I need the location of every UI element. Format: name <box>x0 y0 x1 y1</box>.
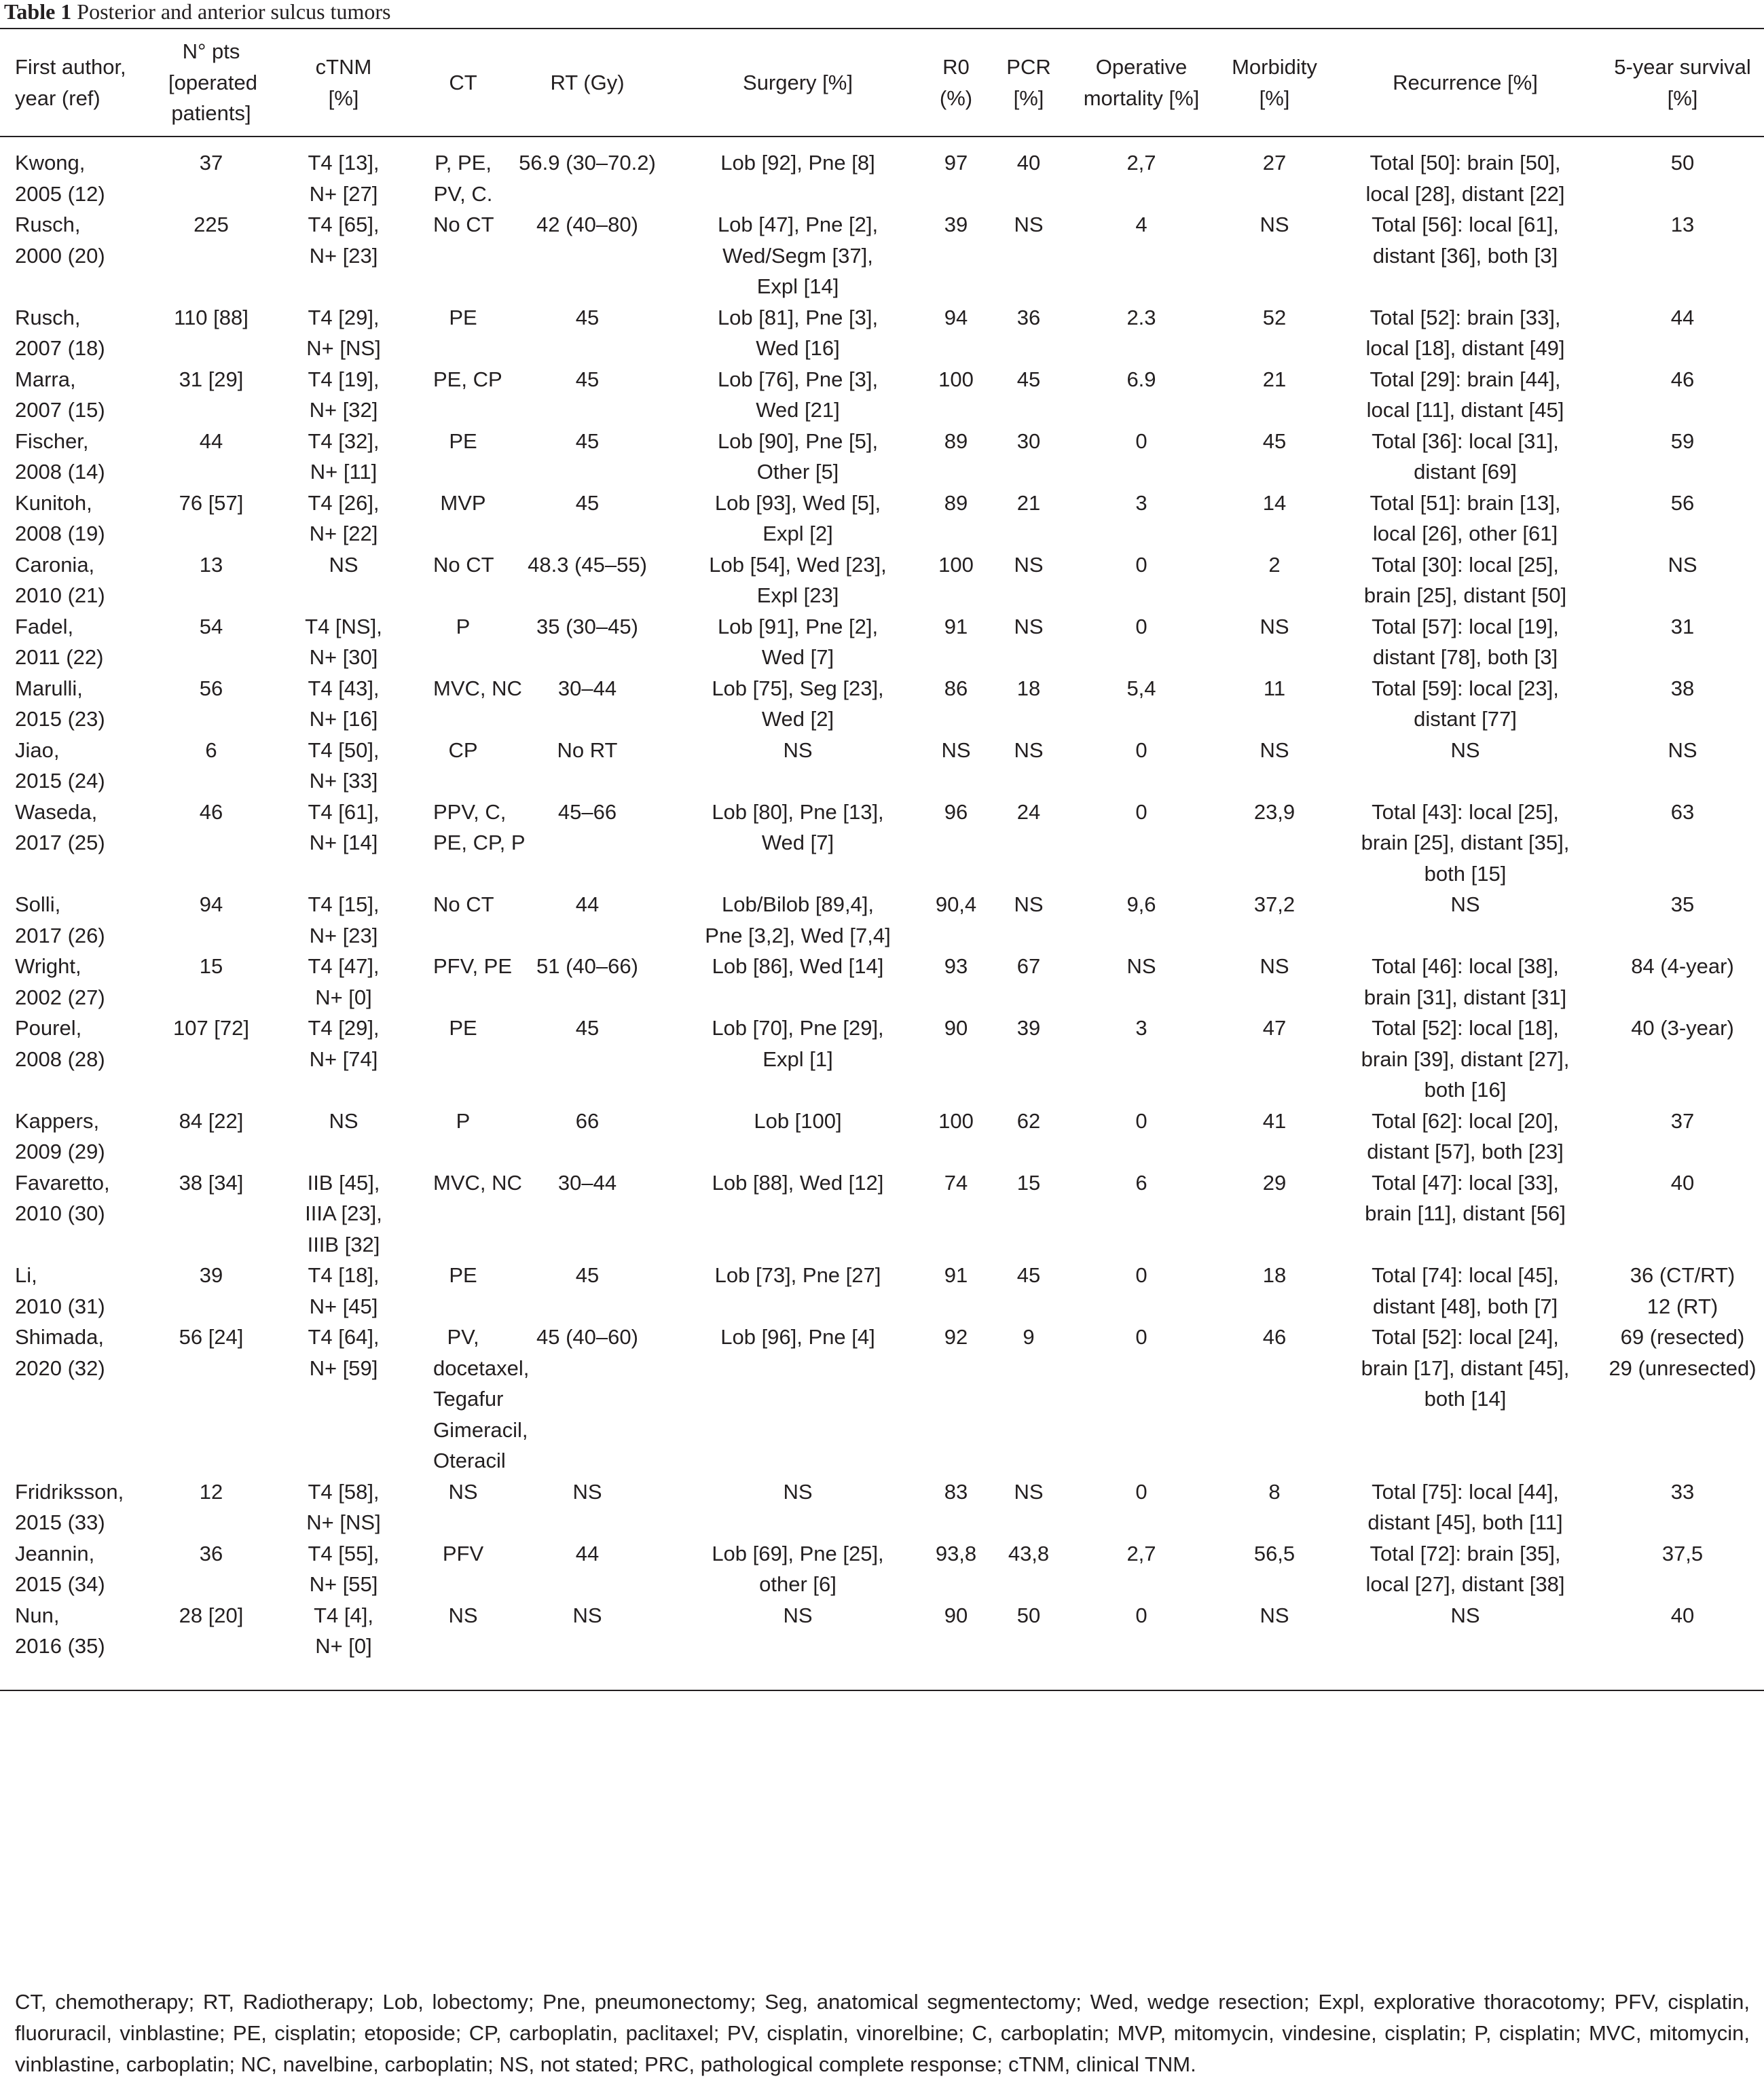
cell-surgery: NS <box>783 1479 813 1504</box>
cell-patients: 76 [57] <box>179 490 244 515</box>
cell-morbidity: 52 <box>1262 305 1287 329</box>
cell-first-author: Jiao, 2015 (24) <box>15 738 105 793</box>
cell-rt: NS <box>497 1600 678 1690</box>
cell-ct: PFV <box>442 1541 484 1565</box>
cell-first-author: Kunitoh, 2008 (19) <box>15 490 105 545</box>
cell-ct: PV, docetaxel, Tegafur Gimeracil, Oteracil <box>433 1325 530 1472</box>
cell-ct: PE <box>449 305 477 329</box>
table-row <box>0 797 1764 890</box>
cell-ct: PE <box>449 1016 477 1040</box>
cell-first-author: Caronia, 2010 (21) <box>15 552 105 607</box>
cell-surgery: Lob [96], Pne [4] <box>720 1325 875 1349</box>
cell-r0: 89 <box>944 429 968 453</box>
cell-operative-mortality: 0 <box>1135 1325 1147 1349</box>
cell-patients: 36 <box>199 1541 223 1565</box>
cell-ctnm: T4 [29], N+ [74] <box>308 1016 380 1071</box>
cell-five-year-survival: 59 <box>1670 429 1695 453</box>
cell-five-year-survival: 31 <box>1670 614 1695 638</box>
cell-five-year-survival: 50 <box>1670 151 1695 175</box>
cell-morbidity: 2 <box>1268 552 1281 577</box>
sulcus-tumors-table <box>0 28 1764 1691</box>
cell-pcr: NS <box>1014 614 1044 638</box>
cell-patients: 15 <box>199 954 223 978</box>
cell-r0: 86 <box>944 676 968 700</box>
cell-r0: 97 <box>944 151 968 175</box>
table-row <box>0 549 1764 611</box>
cell-patients: 31 [29] <box>179 367 244 391</box>
cell-five-year-survival: 44 <box>1670 305 1695 329</box>
cell-ct: P <box>456 614 471 638</box>
cell-morbidity: 18 <box>1262 1263 1287 1287</box>
cell-rt: 30–44 <box>557 1170 617 1195</box>
cell-r0: 39 <box>944 213 968 236</box>
column-header-patients: N° pts [operated patients] <box>164 29 258 137</box>
cell-recurrence: Total [30]: local [25], brain [25], distant [50] <box>1363 552 1567 607</box>
cell-pcr: 43,8 <box>1008 1541 1050 1565</box>
cell-surgery: Lob [76], Pne [3], Wed [21] <box>717 367 879 422</box>
cell-recurrence: Total [75]: local [44], distant [45], both [11] <box>1367 1479 1563 1534</box>
cell-surgery: Lob/Bilob [89,4], Pne [3,2], Wed [7,4] <box>705 892 891 947</box>
cell-operative-mortality: NS <box>1126 954 1156 978</box>
cell-operative-mortality: 2,7 <box>1126 1541 1156 1565</box>
cell-rt: 44 <box>575 892 600 916</box>
table-row <box>0 137 1764 209</box>
cell-operative-mortality: 2.3 <box>1126 305 1156 329</box>
cell-operative-mortality: 4 <box>1135 213 1147 236</box>
cell-ctnm: T4 [15], N+ [23] <box>308 892 380 947</box>
cell-ct: No CT <box>433 213 494 236</box>
cell-five-year-survival: 63 <box>1670 799 1695 824</box>
cell-patients: 54 <box>199 614 223 638</box>
cell-ct: P, PE, PV, C. <box>433 151 493 206</box>
cell-recurrence: Total [51]: brain [13], local [26], other [61] <box>1370 490 1561 545</box>
cell-operative-mortality: 2,7 <box>1126 151 1156 175</box>
cell-surgery: Lob [81], Pne [3], Wed [16] <box>717 305 879 360</box>
cell-first-author: Wright, 2002 (27) <box>15 954 105 1009</box>
cell-first-author: Li, 2010 (31) <box>15 1263 105 1318</box>
cell-patients: 13 <box>199 552 223 577</box>
table-row <box>0 1106 1764 1167</box>
cell-five-year-survival: 40 <box>1601 1600 1764 1690</box>
cell-morbidity: 14 <box>1262 490 1287 515</box>
cell-five-year-survival: 36 (CT/RT) 12 (RT) <box>1630 1263 1735 1318</box>
cell-operative-mortality: 9,6 <box>1126 892 1156 916</box>
cell-patients: 110 [88] <box>174 305 249 329</box>
cell-operative-mortality: 0 <box>1135 614 1147 638</box>
cell-morbidity: NS <box>1260 738 1289 762</box>
cell-surgery: Lob [54], Wed [23], Expl [23] <box>709 552 887 607</box>
cell-surgery: Lob [91], Pne [2], Wed [7] <box>717 614 879 669</box>
cell-operative-mortality: 0 <box>1063 1600 1219 1690</box>
cell-ctnm: T4 [18], N+ [45] <box>308 1263 380 1318</box>
cell-morbidity: 23,9 <box>1253 799 1296 824</box>
cell-five-year-survival: 56 <box>1670 490 1695 515</box>
cell-r0: 100 <box>938 367 974 391</box>
cell-morbidity: NS <box>1260 954 1289 978</box>
cell-surgery: Lob [80], Pne [13], Wed [7] <box>712 799 884 854</box>
cell-surgery: Lob [90], Pne [5], Other [5] <box>717 429 879 484</box>
cell-morbidity: 37,2 <box>1253 892 1296 916</box>
cell-five-year-survival: 69 (resected) 29 (unresected) <box>1609 1325 1757 1380</box>
cell-operative-mortality: 3 <box>1135 1016 1147 1040</box>
cell-pcr: 30 <box>1016 429 1041 453</box>
cell-operative-mortality: 0 <box>1135 1479 1147 1504</box>
column-header-surgery: Surgery [%] <box>678 29 918 137</box>
cell-recurrence: Total [52]: local [18], brain [39], distant [27], both [16] <box>1361 1016 1570 1102</box>
cell-patients: 56 <box>199 676 223 700</box>
cell-r0: 90 <box>918 1600 994 1690</box>
cell-surgery: Lob [86], Wed [14] <box>712 954 884 978</box>
cell-r0: 91 <box>944 614 968 638</box>
cell-pcr: 18 <box>1016 676 1041 700</box>
column-header-ctnm: cTNM [%] <box>258 29 429 137</box>
cell-ct: PE <box>449 429 477 453</box>
cell-operative-mortality: 0 <box>1135 738 1147 762</box>
table-row <box>0 1260 1764 1322</box>
cell-five-year-survival: NS <box>1668 552 1697 577</box>
cell-surgery: Lob [92], Pne [8] <box>720 151 875 175</box>
cell-rt: No RT <box>557 738 618 762</box>
cell-recurrence: Total [36]: local [31], distant [69] <box>1372 429 1559 484</box>
cell-r0: 83 <box>944 1479 968 1504</box>
cell-ctnm: T4 [13], N+ [27] <box>308 151 380 206</box>
cell-first-author: Solli, 2017 (26) <box>15 892 105 947</box>
cell-ctnm: T4 [43], N+ [16] <box>308 676 380 731</box>
cell-recurrence: NS <box>1450 892 1480 916</box>
cell-rt: 66 <box>575 1108 600 1133</box>
cell-first-author: Fadel, 2011 (22) <box>15 614 104 669</box>
cell-ct: P <box>456 1108 471 1133</box>
table-row <box>0 1167 1764 1261</box>
table-row <box>0 488 1764 549</box>
cell-pcr: NS <box>1014 213 1044 236</box>
cell-first-author: Pourel, 2008 (28) <box>15 1016 105 1071</box>
cell-pcr: 67 <box>1016 954 1041 978</box>
cell-r0: 94 <box>944 305 968 329</box>
cell-five-year-survival: 37 <box>1670 1108 1695 1133</box>
cell-ctnm: T4 [61], N+ [14] <box>308 799 380 854</box>
cell-pcr: NS <box>1014 552 1044 577</box>
cell-r0: 100 <box>938 552 974 577</box>
cell-recurrence: NS <box>1450 738 1480 762</box>
cell-pcr: 9 <box>1023 1325 1035 1349</box>
cell-first-author: Kwong, 2005 (12) <box>15 151 105 206</box>
cell-patients: 37 <box>199 151 223 175</box>
cell-rt: 42 (40–80) <box>536 213 638 236</box>
cell-pcr: NS <box>1014 892 1044 916</box>
cell-r0: 96 <box>944 799 968 824</box>
column-header-morbidity: Morbidity [%] <box>1219 29 1329 137</box>
cell-rt: 45 (40–60) <box>536 1325 638 1349</box>
cell-rt: 51 (40–66) <box>536 954 638 978</box>
cell-pcr: NS <box>1014 738 1044 762</box>
cell-ct: CP <box>448 738 478 762</box>
cell-ctnm: T4 [58], N+ [NS] <box>306 1479 381 1534</box>
cell-surgery: NS <box>783 738 813 762</box>
cell-ct: PPV, C, PE, CP, P <box>433 799 526 854</box>
cell-ctnm: T4 [26], N+ [22] <box>308 490 380 545</box>
cell-operative-mortality: 6 <box>1135 1170 1147 1195</box>
cell-surgery: Lob [70], Pne [29], Expl [1] <box>712 1016 884 1071</box>
cell-ct: NS <box>429 1600 497 1690</box>
cell-ct: NS <box>448 1479 478 1504</box>
cell-rt: 30–44 <box>557 676 617 700</box>
cell-ctnm: NS <box>329 552 359 577</box>
cell-recurrence: Total [72]: brain [35], local [27], distant [38] <box>1365 1541 1565 1596</box>
cell-ct: PE, CP <box>433 367 502 391</box>
cell-five-year-survival: 40 <box>1670 1170 1695 1195</box>
cell-five-year-survival: 38 <box>1670 676 1695 700</box>
cell-operative-mortality: 0 <box>1135 1108 1147 1133</box>
cell-morbidity: 46 <box>1262 1325 1287 1349</box>
cell-morbidity: 8 <box>1268 1479 1281 1504</box>
cell-ctnm: T4 [4], N+ [0] <box>258 1600 429 1690</box>
cell-pcr: 24 <box>1016 799 1041 824</box>
cell-patients: 44 <box>199 429 223 453</box>
cell-surgery: Lob [69], Pne [25], other [6] <box>712 1541 884 1596</box>
cell-ctnm: NS <box>329 1108 359 1133</box>
cell-pcr: 36 <box>1016 305 1041 329</box>
cell-pcr: 62 <box>1016 1108 1041 1133</box>
cell-first-author: Kappers, 2009 (29) <box>15 1108 105 1163</box>
column-header-five-year-survival: 5-year survival [%] <box>1601 29 1764 137</box>
cell-five-year-survival: 84 (4-year) <box>1631 954 1734 978</box>
cell-patients: 12 <box>199 1479 223 1504</box>
column-header-first-author: First author, year (ref) <box>0 29 164 137</box>
cell-recurrence: NS <box>1329 1600 1601 1690</box>
cell-first-author: Favaretto, 2010 (30) <box>15 1170 110 1225</box>
cell-operative-mortality: 0 <box>1135 552 1147 577</box>
cell-morbidity: 21 <box>1262 367 1287 391</box>
cell-patients: 225 <box>194 213 229 236</box>
cell-patients: 107 [72] <box>172 1016 250 1040</box>
cell-rt: 44 <box>575 1541 600 1565</box>
cell-r0: 91 <box>944 1263 968 1287</box>
cell-operative-mortality: 0 <box>1135 429 1147 453</box>
cell-pcr: 39 <box>1016 1016 1041 1040</box>
cell-rt: 45–66 <box>557 799 617 824</box>
table-caption <box>4 0 390 26</box>
cell-five-year-survival: 35 <box>1670 892 1695 916</box>
cell-patients: 84 [22] <box>179 1108 244 1133</box>
cell-recurrence: Total [62]: local [20], distant [57], both [23] <box>1367 1108 1564 1163</box>
cell-morbidity: 47 <box>1262 1016 1287 1040</box>
table-row <box>0 1476 1764 1538</box>
table-row <box>0 1538 1764 1600</box>
cell-ctnm: IIB [45], IIIA [23], IIIB [32] <box>305 1170 382 1256</box>
cell-morbidity: NS <box>1260 213 1289 236</box>
cell-patients: 56 [24] <box>179 1325 244 1349</box>
cell-morbidity: 45 <box>1262 429 1287 453</box>
cell-pcr: 45 <box>1016 367 1041 391</box>
cell-rt: 45 <box>575 367 600 391</box>
cell-recurrence: Total [56]: local [61], distant [36], both [3] <box>1372 213 1559 268</box>
cell-ctnm: T4 [65], N+ [23] <box>308 213 380 268</box>
cell-five-year-survival: 37,5 <box>1661 1541 1704 1565</box>
table-row <box>0 1013 1764 1106</box>
cell-ctnm: T4 [19], N+ [32] <box>308 367 380 422</box>
cell-pcr: 21 <box>1016 490 1041 515</box>
table-row <box>0 364 1764 426</box>
cell-ctnm: T4 [29], N+ [NS] <box>306 305 381 360</box>
cell-first-author: Jeannin, 2015 (34) <box>15 1541 105 1596</box>
cell-rt: 45 <box>575 305 600 329</box>
cell-recurrence: Total [52]: local [24], brain [17], distant [45], both [14] <box>1361 1325 1570 1411</box>
cell-morbidity: 41 <box>1262 1108 1287 1133</box>
column-header-ct: CT <box>429 29 497 137</box>
cell-rt: NS <box>572 1479 602 1504</box>
cell-morbidity: NS <box>1260 614 1289 638</box>
column-header-rt: RT (Gy) <box>497 29 678 137</box>
cell-five-year-survival: 46 <box>1670 367 1695 391</box>
cell-patients: 46 <box>199 799 223 824</box>
table-row <box>0 951 1764 1013</box>
cell-five-year-survival: NS <box>1668 738 1697 762</box>
cell-patients: 6 <box>205 738 217 762</box>
cell-r0: 90 <box>944 1016 968 1040</box>
column-header-r0: R0 (%) <box>918 29 994 137</box>
cell-surgery: NS <box>678 1600 918 1690</box>
cell-r0: 92 <box>944 1325 968 1349</box>
cell-r0: 93 <box>944 954 968 978</box>
cell-first-author: Marra, 2007 (15) <box>15 367 105 422</box>
cell-morbidity: 11 <box>1263 676 1286 700</box>
cell-morbidity: 29 <box>1262 1170 1287 1195</box>
table-row <box>0 1600 1764 1690</box>
cell-ct: No CT <box>433 552 494 577</box>
cell-pcr: 40 <box>1016 151 1041 175</box>
cell-pcr: NS <box>1014 1479 1044 1504</box>
cell-rt: 45 <box>575 1016 600 1040</box>
column-header-recurrence: Recurrence [%] <box>1329 29 1601 137</box>
table-row <box>0 302 1764 364</box>
cell-r0: NS <box>941 738 971 762</box>
table-row <box>0 1322 1764 1476</box>
cell-ct: PFV, PE <box>433 954 513 978</box>
cell-ctnm: T4 [32], N+ [11] <box>308 429 380 484</box>
cell-first-author: Waseda, 2017 (25) <box>15 799 105 854</box>
cell-first-author: Rusch, 2000 (20) <box>15 213 105 268</box>
column-header-operative-mortality: Operative mortality [%] <box>1063 29 1219 137</box>
cell-rt: 45 <box>575 429 600 453</box>
table-body <box>0 137 1764 1690</box>
cell-operative-mortality: 5,4 <box>1126 676 1156 700</box>
cell-rt: 48.3 (45–55) <box>528 552 647 577</box>
cell-ct: MVC, NC <box>433 676 522 700</box>
cell-rt: 56.9 (30–70.2) <box>519 151 656 175</box>
cell-ctnm: T4 [NS], N+ [30] <box>305 614 382 669</box>
cell-morbidity: 56,5 <box>1253 1541 1296 1565</box>
cell-five-year-survival: 13 <box>1670 213 1695 236</box>
cell-r0: 93,8 <box>935 1541 977 1565</box>
cell-rt: 45 <box>575 490 600 515</box>
cell-ctnm: T4 [64], N+ [59] <box>308 1325 380 1380</box>
cell-five-year-survival: 33 <box>1670 1479 1695 1504</box>
cell-surgery: Lob [100] <box>754 1108 842 1133</box>
table-row <box>0 889 1764 951</box>
cell-recurrence: Total [50]: brain [50], local [28], distant [22] <box>1365 151 1565 206</box>
cell-operative-mortality: 6.9 <box>1126 367 1156 391</box>
table-row <box>0 611 1764 673</box>
table-footnote: CT, chemotherapy; RT, Radiotherapy; Lob, lobectomy; Pne, pneumonectomy; Seg, anatomical segmentectomy; Wed, wedge resection; Expl, explorative thoracotomy; PFV, cisplatin, fluoruracil, vinblastine; PE, cisplatin; etoposide; CP, carboplatin, paclitaxel; PV, cisplatin, vinorelbine; C, carboplatin; MVP, mitomycin, vindesine, cisplatin; P, cisplatin; MVC, mitomycin, vinblastine, carboplatin; NC, navelbine, carboplatin; NS, not stated; PRC, pathological complete response; cTNM, clinical TNM. <box>15 1990 1750 2076</box>
cell-r0: 100 <box>938 1108 974 1133</box>
cell-pcr: 15 <box>1016 1170 1041 1195</box>
cell-patients: 38 [34] <box>179 1170 244 1195</box>
cell-first-author: Rusch, 2007 (18) <box>15 305 105 360</box>
cell-ctnm: T4 [47], N+ [0] <box>308 954 380 1009</box>
table-row <box>0 426 1764 488</box>
cell-recurrence: Total [59]: local [23], distant [77] <box>1372 676 1559 731</box>
cell-first-author: Shimada, 2020 (32) <box>15 1325 105 1380</box>
cell-recurrence: Total [47]: local [33], brain [11], distant [56] <box>1365 1170 1566 1225</box>
cell-recurrence: Total [43]: local [25], brain [25], distant [35], both [15] <box>1361 799 1570 886</box>
cell-first-author: Fischer, 2008 (14) <box>15 429 105 484</box>
cell-recurrence: Total [46]: local [38], brain [31], distant [31] <box>1363 954 1567 1009</box>
cell-recurrence: Total [29]: brain [44], local [11], distant [45] <box>1366 367 1564 422</box>
cell-first-author: Marulli, 2015 (23) <box>15 676 105 731</box>
table-row <box>0 209 1764 302</box>
cell-ct: MVP <box>440 490 486 515</box>
cell-ctnm: T4 [50], N+ [33] <box>308 738 380 793</box>
header-row <box>0 29 1764 137</box>
table-caption-title: Posterior and anterior sulcus tumors <box>77 0 391 24</box>
cell-surgery: Lob [88], Wed [12] <box>712 1170 884 1195</box>
cell-operative-mortality: 3 <box>1135 490 1147 515</box>
cell-r0: 74 <box>944 1170 968 1195</box>
cell-surgery: Lob [73], Pne [27] <box>714 1263 881 1287</box>
cell-first-author: Nun, 2016 (35) <box>0 1600 164 1690</box>
cell-morbidity: NS <box>1219 1600 1329 1690</box>
cell-patients: 94 <box>199 892 223 916</box>
cell-surgery: Lob [75], Seg [23], Wed [2] <box>712 676 884 731</box>
cell-r0: 90,4 <box>935 892 977 916</box>
cell-first-author: Fridriksson, 2015 (33) <box>15 1479 124 1534</box>
cell-surgery: Lob [93], Wed [5], Expl [2] <box>714 490 881 545</box>
cell-operative-mortality: 0 <box>1135 1263 1147 1287</box>
cell-ct: PE <box>449 1263 477 1287</box>
cell-patients: 39 <box>199 1263 223 1287</box>
cell-ct: No CT <box>433 892 494 916</box>
cell-recurrence: Total [74]: local [45], distant [48], both [7] <box>1372 1263 1559 1318</box>
cell-ct: MVC, NC <box>433 1170 522 1195</box>
table-row <box>0 735 1764 797</box>
cell-pcr: 50 <box>994 1600 1063 1690</box>
table-header <box>0 29 1764 137</box>
cell-operative-mortality: 0 <box>1135 799 1147 824</box>
cell-patients: 28 [20] <box>164 1600 258 1690</box>
cell-recurrence: Total [57]: local [19], distant [78], both [3] <box>1372 614 1559 669</box>
cell-ctnm: T4 [55], N+ [55] <box>308 1541 380 1596</box>
cell-morbidity: 27 <box>1262 151 1287 175</box>
cell-five-year-survival: 40 (3-year) <box>1631 1016 1734 1040</box>
column-header-pcr: PCR [%] <box>994 29 1063 137</box>
table-caption-label: Table 1 <box>4 0 72 24</box>
cell-r0: 89 <box>944 490 968 515</box>
cell-rt: 35 (30–45) <box>536 614 638 638</box>
cell-rt: 45 <box>575 1263 600 1287</box>
cell-pcr: 45 <box>1016 1263 1041 1287</box>
table-row <box>0 673 1764 735</box>
cell-surgery: Lob [47], Pne [2], Wed/Segm [37], Expl [14] <box>717 213 879 298</box>
cell-recurrence: Total [52]: brain [33], local [18], distant [49] <box>1365 305 1565 360</box>
